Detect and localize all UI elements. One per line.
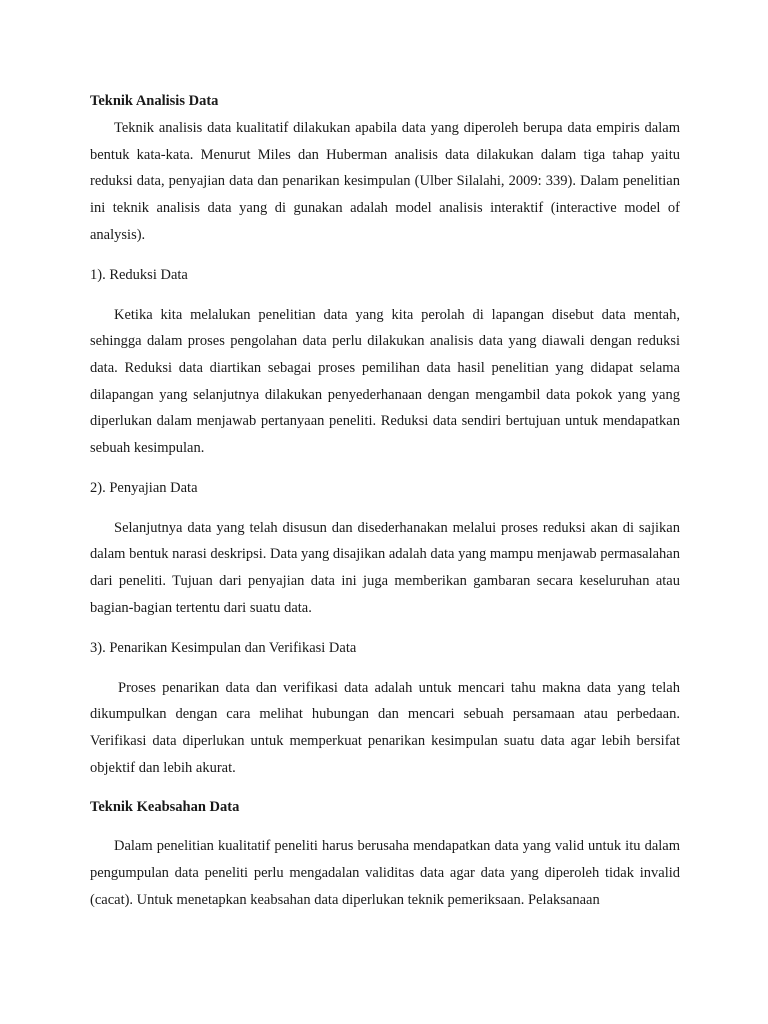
subheading-reduksi: 1). Reduksi Data bbox=[90, 266, 188, 283]
section-heading-analisis: Teknik Analisis Data bbox=[90, 93, 219, 109]
subheading-penyajian: 2). Penyajian Data bbox=[90, 479, 198, 496]
paragraph-penarikan: Proses penarikan data dan verifikasi data adalah untuk mencari tahu makna data yang telah dikumpulkan dengan cara melihat hubungan dan mencari sebuah persamaan atau perbedaan. Verifikasi data diperlukan untuk memperkuat penarikan kesimpulan suatu data agar lebih bersifat objektif dan lebih akurat. bbox=[90, 679, 680, 776]
paragraph-penyajian: Selanjutnya data yang telah disusun dan disederhanakan melalui proses reduksi akan di sajikan dalam bentuk narasi deskripsi. Data yang disajikan adalah data yang mampu menjawab permasalahan dari peneliti. Tujuan dari penyajian data ini juga memberikan gambaran secara keseluruhan atau bagian-bagian tertentu dari suatu data. bbox=[90, 519, 680, 616]
document-page bbox=[90, 88, 680, 913]
paragraph-keabsahan: Dalam penelitian kualitatif peneliti harus berusaha mendapatkan data yang valid untuk itu dalam pengumpulan data peneliti perlu mengadalan validitas data agar data yang diperoleh tidak invalid (cacat). Untuk menetapkan keabsahan data diperlukan teknik pemeriksaan. Pelaksanaan bbox=[90, 838, 680, 908]
paragraph-analisis: Teknik analisis data kualitatif dilakukan apabila data yang diperoleh berupa data empiris dalam bentuk kata-kata. Menurut Miles dan Huberman analisis data dilakukan dalam tiga tahap yaitu reduksi data, penyajian data dan penarikan kesimpulan (Ulber Silalahi, 2009: 339). Dalam penelitian ini teknik analisis data yang di gunakan adalah model analisis interaktif (interactive model of analysis). bbox=[90, 120, 680, 243]
subheading-penarikan: 3). Penarikan Kesimpulan dan Verifikasi Data bbox=[90, 639, 357, 656]
paragraph-reduksi: Ketika kita melalukan penelitian data yang kita perolah di lapangan disebut data mentah, sehingga dalam proses pengolahan data perlu dilakukan analisis data yang diawali dengan reduksi data. Reduksi data diartikan sebagai proses pemilihan data hasil penelitian yang didapat selama dilapangan yang selanjutnya dilakukan penyederhanaan dengan mengambil data pokok yang yang diperlukan dalam menjawab pertanyaan peneliti. Reduksi data sendiri bertujuan untuk mendapatkan sebuah kesimpulan. bbox=[90, 306, 680, 457]
section-heading-keabsahan: Teknik Keabsahan Data bbox=[90, 799, 240, 816]
